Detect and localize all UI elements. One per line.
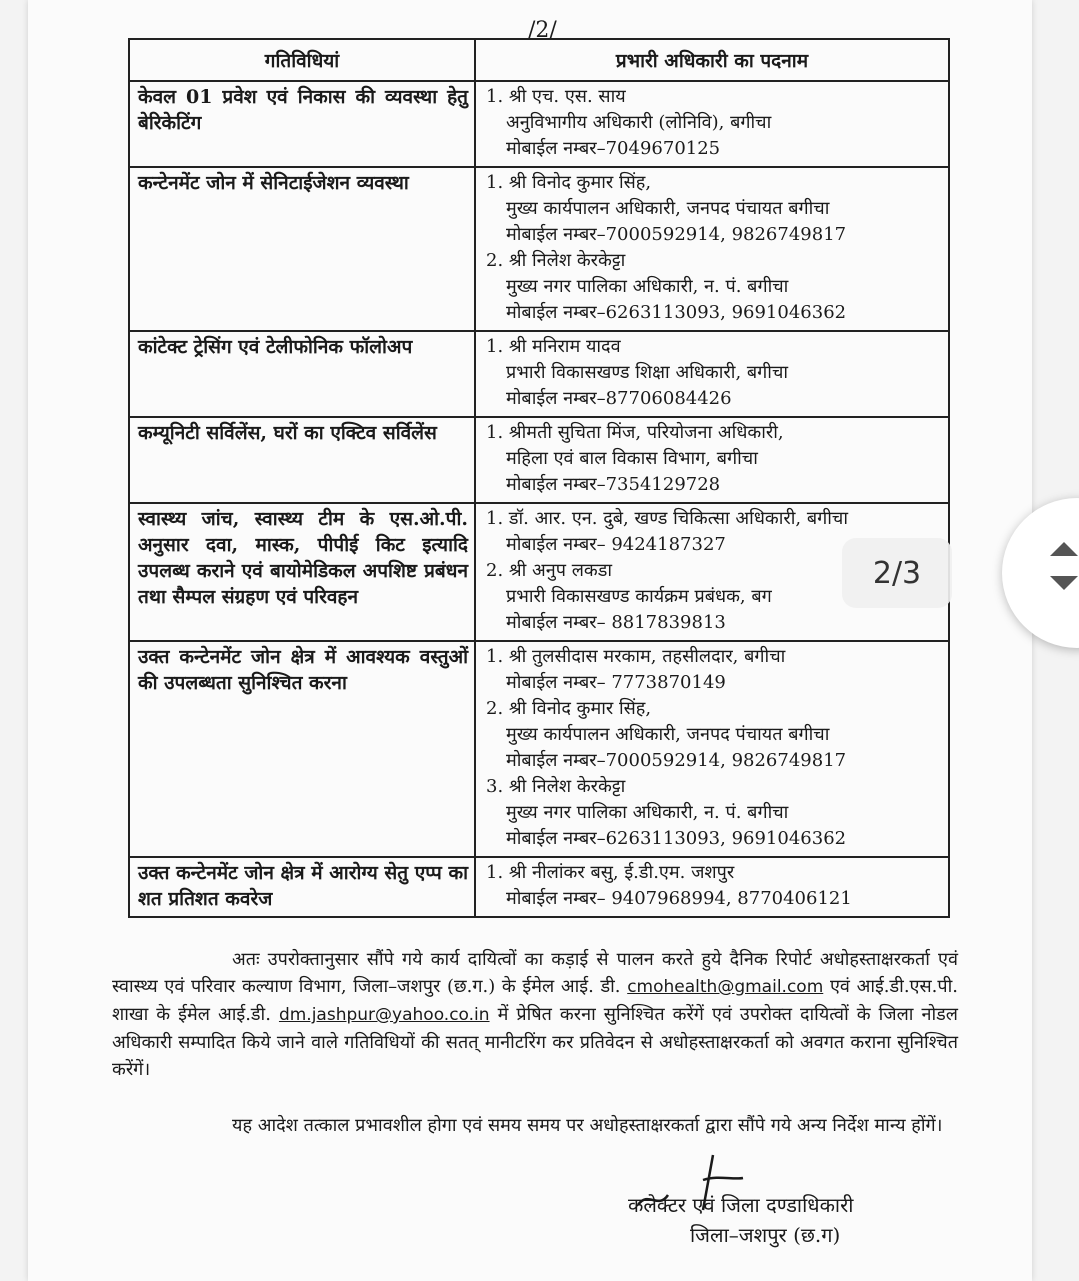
officer-name: 1. श्री विनोद कुमार सिंह, [486,172,652,193]
officer-detail-line: मोबाईल नम्बर–7000592914, 9826749817 [506,750,847,771]
officer-name: 1. श्री तुलसीदास मरकाम, तहसीलदार, बगीचा [486,646,786,667]
table-row [129,331,949,417]
table-row [129,417,949,503]
table-row [129,81,949,167]
table-header-row [129,39,949,81]
officer-detail-line: मुख्य कार्यपालन अधिकारी, जनपद पंचायत बगीचा [506,198,830,219]
document-page [28,0,1032,1281]
officer-detail-line: मोबाईल नम्बर–7000592914, 9826749817 [506,224,847,245]
officer-detail-line: मोबाईल नम्बर–6263113093, 9691046362 [506,302,847,323]
email-link-cmohealth[interactable]: cmohealth@gmail.com [627,977,824,997]
scroll-down-icon[interactable] [1050,576,1078,590]
officer-name: 1. श्री मनिराम यादव [486,336,621,357]
officer-cell [475,81,949,167]
officer-detail-line: मोबाईल नम्बर– 7773870149 [506,672,726,693]
officer-detail-line: मोबाईल नम्बर–87706084426 [506,388,732,409]
officer-detail-line: मोबाईल नम्बर– 9424187327 [506,534,726,555]
signature-block [628,1190,853,1250]
officer-entry [486,644,942,696]
officer-detail-line: मोबाईल नम्बर– 8817839813 [506,612,726,633]
officer-name: 2. श्री निलेश केरकेट्टा [486,250,626,271]
officer-detail-line: मुख्य कार्यपालन अधिकारी, जनपद पंचायत बगीचा [506,724,830,745]
paragraph-text: अतः उपरोक्तानुसार सौंपे गये कार्य दायित्वों का कड़ाई से पालन करते हुये दैनिक रिपोर्ट अधोहस्ताक्षरकर्ता एवं स्वास्थ्य एवं परिवार कल्याण विभाग, जिला–जशपुर (छ.ग.) के ईमेल आई. डी. [112,949,958,997]
activity-cell: उक्त कन्टेनमेंट जोन क्षेत्र में आवश्यक वस्तुओं की उपलब्धता सुनिश्चित करना [129,641,475,857]
email-link-dm-jashpur[interactable]: dm.jashpur@yahoo.co.in [278,1005,490,1025]
page-number: /2/ [528,18,557,43]
officer-name: 1. डॉ. आर. एन. दुबे, खण्ड चिकित्सा अधिकारी, बगीचा [486,508,849,529]
activity-cell: स्वास्थ्य जांच, स्वास्थ्य टीम के एस.ओ.पी. अनुसार दवा, मास्क, पीपीई किट इत्यादि उपलब्ध कराने एवं बायोमेडिकल अपशिष्ट प्रबंधन तथा सैम्पल संग्रहण एवं परिवहन [129,503,475,641]
officer-name: 2. श्री विनोद कुमार सिंह, [486,698,652,719]
officer-name: 1. श्री नीलांकर बसु, ई.डी.एम. जशपुर [486,862,735,883]
officer-detail-line: मुख्य नगर पालिका अधिकारी, न. पं. बगीचा [506,802,789,823]
paragraph-text: एवं आई.डी.एस.पी. शाखा के ईमेल आई.डी. [112,976,958,1025]
officer-cell [475,417,949,503]
header-officer-designation: प्रभारी अधिकारी का पदनाम [475,39,949,81]
activity-cell: कम्यूनिटी सर्विलेंस, घरों का एक्टिव सर्विलेंस [129,417,475,503]
officer-detail-line: मोबाईल नम्बर–6263113093, 9691046362 [506,828,847,849]
officer-entry [486,774,942,852]
officer-name: 2. श्री अनुप लकडा [486,560,613,581]
officer-name: 3. श्री निलेश केरकेट्टा [486,776,626,797]
header-activities: गतिविधियां [129,39,475,81]
signatory-district: जिला–जशपुर (छ.ग) [690,1223,841,1247]
officer-entry [486,84,942,162]
activity-cell: उक्त कन्टेनमेंट जोन क्षेत्र में आरोग्य सेतु एप्प का शत प्रतिशत कवरेज [129,857,475,917]
responsibility-table [128,38,950,918]
activity-cell: केवल 01 प्रवेश एवं निकास की व्यवस्था हेतु बेरिकेटिंग [129,81,475,167]
page-indicator-badge: 2/3 [842,538,952,608]
paragraph-text: में प्रेषित करना सुनिश्चित करेंगें एवं उपरोक्त दायित्वों के जिला नोडल अधिकारी सम्पादित किये जाने वाले गतिविधियों की सतत् मानीटरिंग कर प्रतिवेदन से अधोहस्ताक्षरकर्ता को अवगत कराना सुनिश्चित करेंगें। [112,1004,958,1080]
officer-detail-line: महिला एवं बाल विकास विभाग, बगीचा [506,448,758,469]
officer-detail-line: प्रभारी विकासखण्ड कार्यक्रम प्रबंधक, बग [506,586,772,607]
officer-cell [475,167,949,331]
effective-order-paragraph: यह आदेश तत्काल प्रभावशील होगा एवं समय समय पर अधोहस्ताक्षरकर्ता द्वारा सौंपे गये अन्य निर्देश मान्य होंगें। [232,1115,943,1136]
officer-name: 1. श्रीमती सुचिता मिंज, परियोजना अधिकारी, [486,422,784,443]
officer-entry [486,170,942,248]
table-row [129,503,949,641]
table-body [129,81,949,917]
instruction-paragraph [112,946,958,1083]
table-row [129,857,949,917]
table-row [129,167,949,331]
officer-detail-line: मुख्य नगर पालिका अधिकारी, न. पं. बगीचा [506,276,789,297]
officer-detail-line: मोबाईल नम्बर– 9407968994, 8770406121 [506,888,852,909]
scroll-up-icon[interactable] [1050,542,1078,556]
officer-cell [475,857,949,917]
officer-detail-line: मोबाईल नम्बर–7354129728 [506,474,721,495]
activity-cell: कन्टेनमेंट जोन में सेनिटाईजेशन व्यवस्था [129,167,475,331]
officer-entry [486,696,942,774]
signatory-designation: कलेक्टर एवं जिला दण्डाधिकारी [628,1193,854,1217]
officer-entry [486,420,942,498]
officer-entry [486,334,942,412]
officer-entry [486,860,942,912]
officer-name: 1. श्री एच. एस. साय [486,86,626,107]
officer-cell [475,331,949,417]
activity-cell: कांटेक्ट ट्रेसिंग एवं टेलीफोनिक फॉलोअप [129,331,475,417]
officer-detail-line: मोबाईल नम्बर–7049670125 [506,138,721,159]
table-row [129,641,949,857]
officer-detail-line: अनुविभागीय अधिकारी (लोनिवि), बगीचा [506,112,772,133]
officer-cell [475,641,949,857]
officer-detail-line: प्रभारी विकासखण्ड शिक्षा अधिकारी, बगीचा [506,362,789,383]
officer-entry [486,248,942,326]
